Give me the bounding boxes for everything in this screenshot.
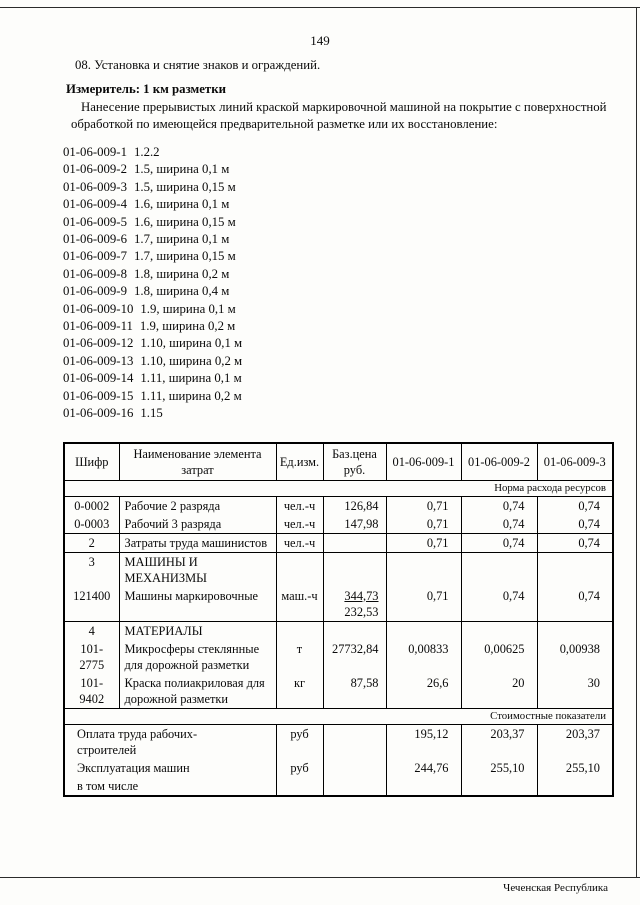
cell-unit (276, 552, 323, 587)
cell-value: 0,71 (386, 496, 461, 515)
cell-price: 87,58 (323, 674, 386, 709)
cell-unit: руб (276, 724, 323, 759)
cell-value: 0,00938 (537, 640, 613, 674)
cell-code: 3 (64, 552, 119, 587)
page-content (63, 58, 612, 797)
norm-desc: 1.9, ширина 0,1 м (140, 301, 236, 316)
norm-code: 01-06-009-9 (63, 284, 127, 299)
cell-value: 0,74 (461, 496, 537, 515)
column-header-norm1: 01-06-009-1 (386, 443, 461, 481)
cell-value: 203,37 (461, 724, 537, 759)
cell-value: 20 (461, 674, 537, 709)
cell-value (461, 777, 537, 796)
price-top: 344,73 (344, 588, 379, 603)
section-row-costs (64, 708, 613, 724)
list-item (63, 370, 612, 387)
cell-name: Рабочие 2 разряда (119, 496, 276, 515)
column-header-price: Баз.цена руб. (323, 443, 386, 481)
cell-value: 0,71 (386, 533, 461, 552)
cell-name: МАТЕРИАЛЫ (119, 621, 276, 640)
norm-code: 01-06-009-3 (63, 179, 127, 194)
cell-code: 121400 (64, 587, 119, 622)
cell-unit: чел.-ч (276, 515, 323, 534)
cell-value: 26,6 (386, 674, 461, 709)
norm-desc: 1.2.2 (133, 145, 160, 159)
list-item (63, 283, 612, 300)
norm-desc: 1.11, ширина 0,2 м (140, 388, 242, 403)
norm-code: 01-06-009-12 (63, 336, 134, 351)
cell-unit (276, 777, 323, 796)
norm-desc: 1.11, ширина 0,1 м (140, 371, 242, 386)
cell-value: 195,12 (386, 724, 461, 759)
column-header-code: Шифр (64, 443, 119, 481)
cell-unit: руб (276, 759, 323, 777)
list-item (63, 161, 612, 178)
list-item (63, 196, 612, 213)
page-number: 149 (310, 33, 330, 48)
norm-code: 01-06-009-2 (63, 162, 127, 177)
cell-value (461, 552, 537, 587)
cell-price (323, 724, 386, 759)
cell-value: 203,37 (537, 724, 613, 759)
cell-code: 4 (64, 621, 119, 640)
section-header-row (64, 621, 613, 640)
cell-value: 0,00833 (386, 640, 461, 674)
section-label: Стоимостные показатели (64, 708, 613, 724)
norm-code: 01-06-009-8 (63, 266, 127, 281)
cell-value: 0,74 (537, 515, 613, 534)
cell-price (323, 777, 386, 796)
section-row-norms (64, 480, 613, 496)
list-item (63, 318, 612, 335)
cell-value: 30 (537, 674, 613, 709)
cell-value (537, 552, 613, 587)
list-item (63, 301, 612, 318)
table-row (64, 640, 613, 674)
cell-price: 147,98 (323, 515, 386, 534)
norm-code: 01-06-009-10 (63, 301, 134, 316)
norm-code: 01-06-009-11 (63, 319, 133, 334)
cell-unit: чел.-ч (276, 496, 323, 515)
cell-name: Рабочий 3 разряда (119, 515, 276, 534)
cell-name: Эксплуатация машин (64, 759, 276, 777)
norm-code: 01-06-009-4 (63, 197, 127, 212)
norm-desc: 1.10, ширина 0,2 м (140, 353, 243, 368)
norm-desc: 1.8, ширина 0,2 м (133, 266, 230, 281)
list-item (63, 335, 612, 352)
description-paragraph: Нанесение прерывистых линий краской маркировочной машиной на покрытие с поверхностной обработкой по имеющейся предварительной разметке или их восстановление: (71, 100, 607, 131)
cell-code: 101-9402 (64, 674, 119, 709)
cell-price (323, 552, 386, 587)
cell-unit: чел.-ч (276, 533, 323, 552)
cell-value: 0,74 (537, 496, 613, 515)
cell-value: 255,10 (537, 759, 613, 777)
list-item (63, 353, 612, 370)
cell-value (386, 621, 461, 640)
norm-code: 01-06-009-15 (63, 388, 134, 403)
section-title: 08. Установка и снятие знаков и ограждений. (75, 58, 321, 72)
norm-desc: 1.15 (140, 406, 163, 421)
cell-name: МАШИНЫ И МЕХАНИЗМЫ (119, 552, 276, 587)
table-row (64, 724, 613, 759)
cost-table (63, 442, 614, 797)
norm-desc: 1.5, ширина 0,15 м (133, 179, 236, 194)
list-item (63, 248, 612, 265)
norm-desc: 1.5, ширина 0,1 м (133, 162, 230, 177)
cell-value: 0,74 (461, 533, 537, 552)
table-row (64, 759, 613, 777)
table-row (64, 777, 613, 796)
cell-value: 255,10 (461, 759, 537, 777)
cell-code: 2 (64, 533, 119, 552)
cell-price (323, 533, 386, 552)
norm-code: 01-06-009-7 (63, 249, 127, 264)
norm-desc: 1.6, ширина 0,15 м (133, 214, 236, 229)
footer-region-label: Чеченская Республика (503, 882, 608, 894)
norm-code: 01-06-009-1 (63, 145, 127, 159)
cell-unit: маш.-ч (276, 587, 323, 622)
cell-name: Затраты труда машинистов (119, 533, 276, 552)
cell-unit (276, 621, 323, 640)
norm-code: 01-06-009-13 (63, 353, 134, 368)
scan-border-top (0, 7, 640, 8)
section-header-row (64, 552, 613, 587)
cell-value: 0,74 (537, 587, 613, 622)
cell-price (323, 621, 386, 640)
price-bottom: 232,53 (344, 604, 379, 619)
scan-border-bottom (0, 877, 640, 878)
norm-code: 01-06-009-14 (63, 371, 134, 386)
column-header-norm3: 01-06-009-3 (537, 443, 613, 481)
codes-list (63, 144, 612, 423)
cell-value (386, 552, 461, 587)
cell-code: 0-0002 (64, 496, 119, 515)
cell-value (461, 621, 537, 640)
cell-value: 0,74 (461, 515, 537, 534)
measure-line: Измеритель: 1 км разметки (66, 82, 226, 96)
cell-value (537, 777, 613, 796)
cell-value (386, 777, 461, 796)
norm-desc: 1.10, ширина 0,1 м (140, 336, 243, 351)
column-header-name: Наименование элемента затрат (119, 443, 276, 481)
norm-desc: 1.8, ширина 0,4 м (133, 284, 230, 299)
cell-price: 27732,84 (323, 640, 386, 674)
list-item (63, 214, 612, 231)
table-row (64, 515, 613, 534)
list-item (63, 388, 612, 405)
section-label: Норма расхода ресурсов (64, 480, 613, 496)
cell-name: Краска полиакриловая для дорожной разметки (119, 674, 276, 709)
table-row (64, 533, 613, 552)
cell-value: 0,00625 (461, 640, 537, 674)
cell-price-stacked (323, 587, 386, 622)
table-header-row (64, 443, 613, 481)
cost-name: Оплата труда рабочих-строителей (77, 726, 198, 757)
cell-name: Машины маркировочные (119, 587, 276, 622)
table-row (64, 674, 613, 709)
cell-name: Микросферы стеклянные для дорожной разметки (119, 640, 276, 674)
list-item (63, 231, 612, 248)
cell-price (323, 759, 386, 777)
norm-desc: 1.7, ширина 0,15 м (133, 249, 236, 264)
cell-unit: кг (276, 674, 323, 709)
norm-code: 01-06-009-16 (63, 406, 134, 421)
table-row (64, 496, 613, 515)
cell-unit: т (276, 640, 323, 674)
norm-desc: 1.9, ширина 0,2 м (139, 319, 236, 334)
cell-price: 126,84 (323, 496, 386, 515)
norm-desc: 1.6, ширина 0,1 м (133, 197, 230, 212)
cell-value: 0,71 (386, 587, 461, 622)
table-row (64, 587, 613, 622)
column-header-unit: Ед.изм. (276, 443, 323, 481)
cell-value: 0,74 (461, 587, 537, 622)
column-header-norm2: 01-06-009-2 (461, 443, 537, 481)
cell-value: 0,71 (386, 515, 461, 534)
list-item (63, 179, 612, 196)
cell-code: 0-0003 (64, 515, 119, 534)
cell-name (64, 724, 276, 759)
scan-border-right (636, 7, 637, 877)
list-item (63, 266, 612, 283)
cell-name: в том числе (64, 777, 276, 796)
list-item (63, 144, 612, 161)
cell-value: 244,76 (386, 759, 461, 777)
cell-code: 101-2775 (64, 640, 119, 674)
cell-value (537, 621, 613, 640)
norm-code: 01-06-009-5 (63, 214, 127, 229)
list-item (63, 405, 612, 422)
cell-value: 0,74 (537, 533, 613, 552)
norm-code: 01-06-009-6 (63, 232, 127, 247)
norm-desc: 1.7, ширина 0,1 м (133, 232, 230, 247)
